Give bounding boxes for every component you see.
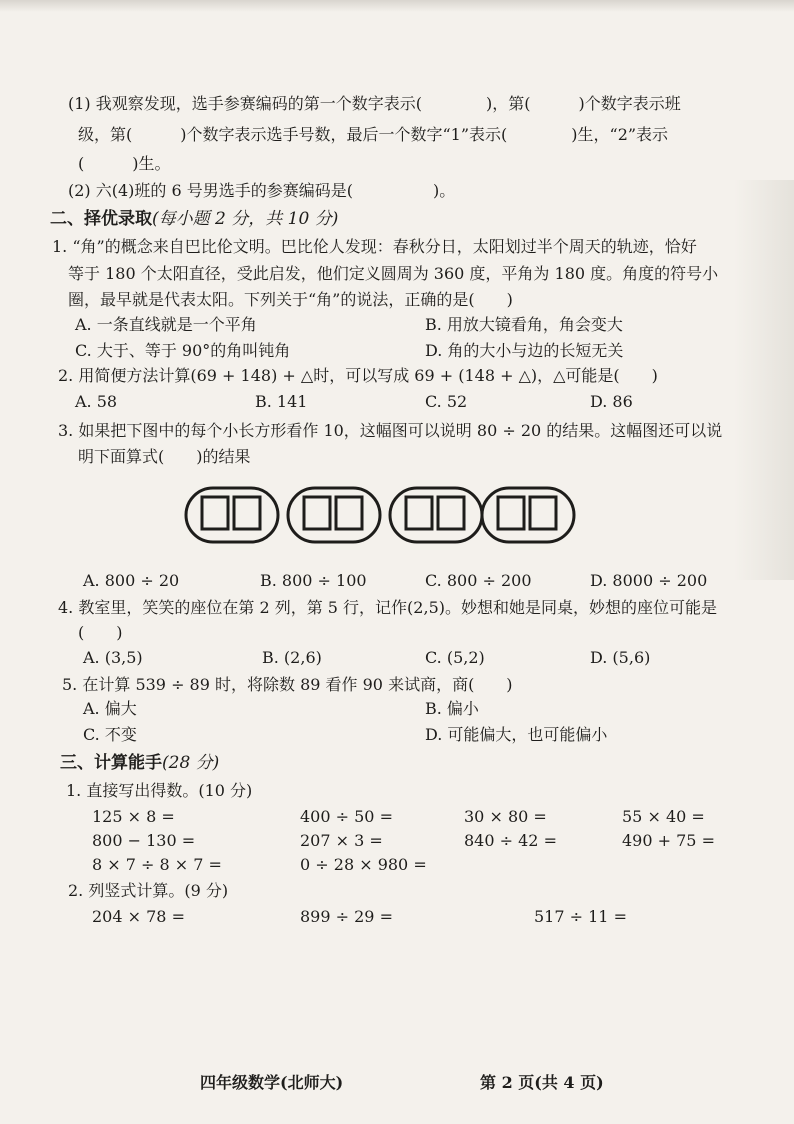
oval-4 xyxy=(482,488,574,542)
vertical-calc-item: 899 ÷ 29 = xyxy=(300,907,393,926)
s2-q2-option-d: D. 86 xyxy=(590,392,633,411)
part1-q2: (2) 六(4)班的 6 号男选手的参赛编码是( )。 xyxy=(68,181,456,200)
s2-q3-option-d: D. 8000 ÷ 200 xyxy=(590,571,708,590)
oval-group-1 xyxy=(186,488,278,542)
section3-heading xyxy=(60,752,219,774)
small-rectangle xyxy=(438,497,464,529)
vertical-calc-item: 204 × 78 = xyxy=(92,907,185,926)
oval-group-4 xyxy=(482,488,574,542)
s2-q1-option-c: C. 大于、等于 90°的角叫钝角 xyxy=(75,341,291,360)
small-rectangle xyxy=(406,497,432,529)
s2-q1-line2: 等于 180 个太阳直径，受此启发，他们定义圆周为 360 度，平角为 180 度。角度的符号小 xyxy=(68,264,719,283)
section3-title: 三、计算能手 xyxy=(60,753,162,773)
s2-q2-option-a: A. 58 xyxy=(75,392,118,411)
calc-item: 840 ÷ 42 = xyxy=(464,831,557,850)
small-rectangle xyxy=(202,497,228,529)
oval-2 xyxy=(288,488,380,542)
paper-shadow xyxy=(734,180,794,580)
section2-score: (每小题 2 分，共 10 分) xyxy=(152,209,339,229)
oval-3 xyxy=(390,488,482,542)
footer-page-number: 第 2 页(共 4 页) xyxy=(480,1073,604,1092)
calc-item: 207 × 3 = xyxy=(300,831,383,850)
s2-q3-option-a: A. 800 ÷ 20 xyxy=(83,571,180,590)
part1-q1-line2: 级，第( )个数字表示选手号数，最后一个数字“1”表示( )生，“2”表示 xyxy=(78,125,669,144)
s2-q5-option-d: D. 可能偏大，也可能偏小 xyxy=(425,725,608,744)
s2-q5-option-c: C. 不变 xyxy=(83,725,137,744)
oval-group-2 xyxy=(288,488,380,542)
s2-q3-line1: 3. 如果把下图中的每个小长方形看作 10，这幅图可以说明 80 ÷ 20 的结果。这幅图还可以说 xyxy=(58,421,723,440)
part1-q1-line1: (1) 我观察发现，选手参赛编码的第一个数字表示( )，第( )个数字表示班 xyxy=(68,94,681,113)
s2-q4-option-c: C. (5,2) xyxy=(425,648,485,667)
small-rectangle xyxy=(530,497,556,529)
s2-q2-option-c: C. 52 xyxy=(425,392,468,411)
s2-q1-line3: 圈，最早就是代表太阳。下列关于“角”的说法，正确的是( ) xyxy=(68,290,513,309)
calc-item: 8 × 7 ÷ 8 × 7 = xyxy=(92,855,222,874)
paper-top-edge xyxy=(0,0,794,12)
vertical-calc-item: 517 ÷ 11 = xyxy=(534,907,627,926)
s2-q4-option-a: A. (3,5) xyxy=(83,648,143,667)
small-rectangle xyxy=(304,497,330,529)
calc-item: 125 × 8 = xyxy=(92,807,175,826)
s2-q3-option-b: B. 800 ÷ 100 xyxy=(260,571,367,590)
s3-p1-title: 1. 直接写出得数。(10 分) xyxy=(66,781,253,800)
s2-q1-option-b: B. 用放大镜看角，角会变大 xyxy=(425,315,623,334)
section3-score: (28 分) xyxy=(162,753,220,773)
s2-q5-option-b: B. 偏小 xyxy=(425,699,479,718)
s2-q3-option-c: C. 800 ÷ 200 xyxy=(425,571,532,590)
rectangles-figure xyxy=(180,480,580,550)
oval-group-3 xyxy=(390,488,482,542)
calc-item: 400 ÷ 50 = xyxy=(300,807,393,826)
s2-q1-option-a: A. 一条直线就是一个平角 xyxy=(75,315,257,334)
part1-q1-line3: ( )生。 xyxy=(78,154,171,173)
s2-q1-line1: 1. “角”的概念来自巴比伦文明。巴比伦人发现：春秋分日，太阳划过半个周天的轨迹，恰好 xyxy=(52,237,697,256)
calc-item: 800 − 130 = xyxy=(92,831,196,850)
s2-q3-line2: 明下面算式( )的结果 xyxy=(78,447,251,466)
s2-q5-option-a: A. 偏大 xyxy=(83,699,137,718)
s2-q4-line1: 4. 教室里，笑笑的座位在第 2 列，第 5 行，记作(2,5)。妙想和她是同桌，妙想的座位可能是 xyxy=(58,598,717,617)
small-rectangle xyxy=(336,497,362,529)
s3-p2-title: 2. 列竖式计算。(9 分) xyxy=(68,881,229,900)
section2-title: 二、择优录取 xyxy=(50,209,152,229)
small-rectangle xyxy=(234,497,260,529)
oval-1 xyxy=(186,488,278,542)
s2-q2-option-b: B. 141 xyxy=(255,392,308,411)
calc-item: 55 × 40 = xyxy=(622,807,705,826)
calc-item: 30 × 80 = xyxy=(464,807,547,826)
s2-q1-option-d: D. 角的大小与边的长短无关 xyxy=(425,341,624,360)
s2-q4-option-d: D. (5,6) xyxy=(590,648,651,667)
s2-q5-text: 5. 在计算 539 ÷ 89 时，将除数 89 看作 90 来试商，商( ) xyxy=(62,675,513,694)
calc-item: 490 + 75 = xyxy=(622,831,715,850)
section2-heading xyxy=(50,208,338,230)
calc-item: 0 ÷ 28 × 980 = xyxy=(300,855,427,874)
s2-q2-text: 2. 用简便方法计算(69 + 148) + △时，可以写成 69 + (148 + △)，△可能是( ) xyxy=(58,366,658,385)
s2-q4-line2: ( ) xyxy=(78,623,123,642)
small-rectangle xyxy=(498,497,524,529)
s2-q4-option-b: B. (2,6) xyxy=(262,648,322,667)
footer-subject: 四年级数学(北师大) xyxy=(200,1073,344,1092)
